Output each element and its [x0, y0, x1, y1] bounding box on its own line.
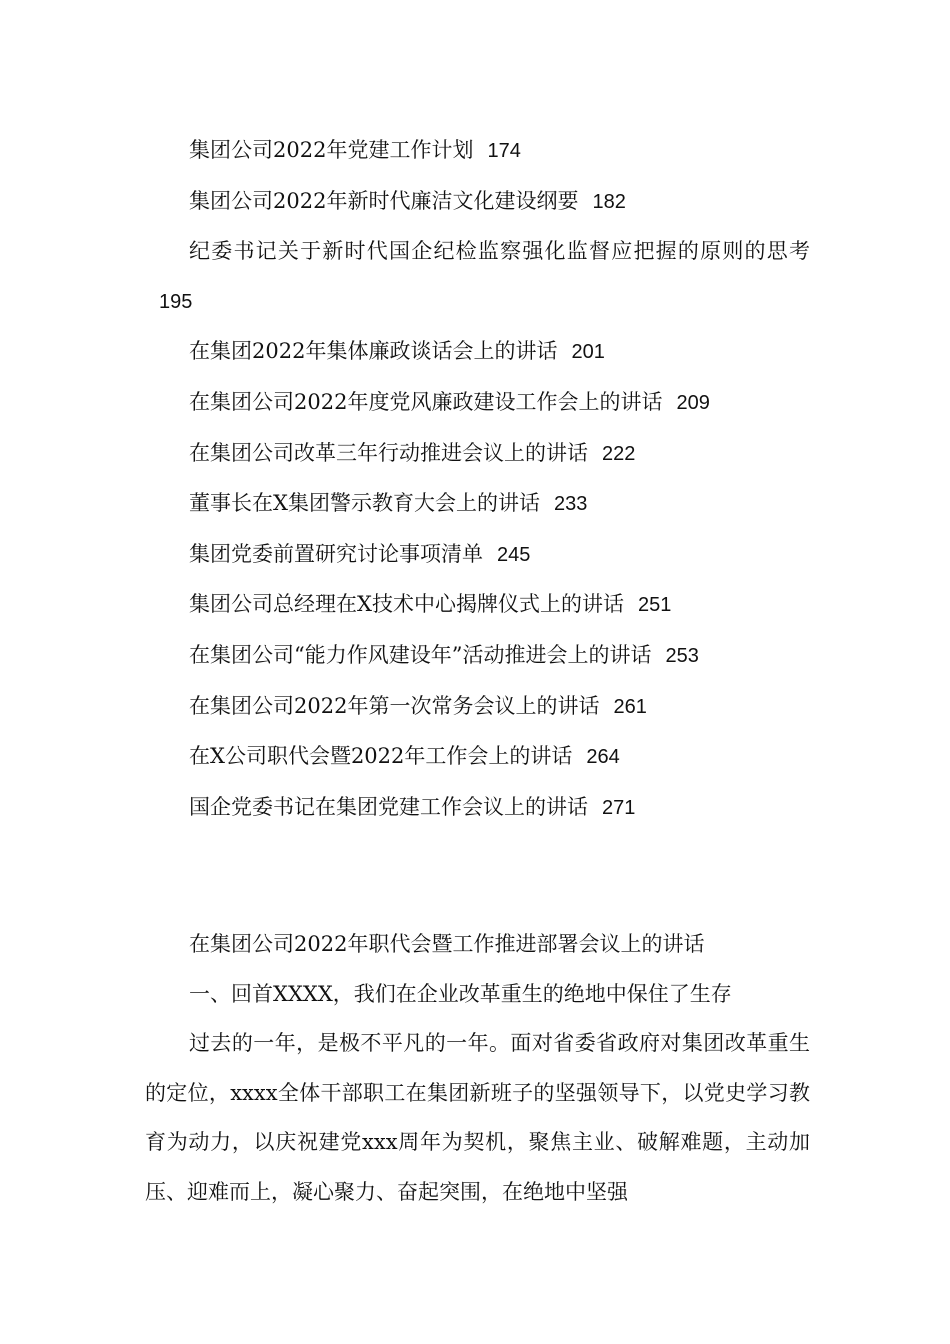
toc-entry-title: 在集团2022年集体廉政谈话会上的讲话	[189, 339, 558, 364]
toc-entry-page: 174	[487, 140, 521, 162]
toc-entry[interactable]	[145, 631, 810, 682]
toc-entry[interactable]	[145, 126, 810, 177]
toc-entry-page: 209	[676, 391, 710, 414]
toc-entry-page: 251	[637, 594, 672, 617]
article-body	[145, 920, 810, 1218]
toc-entry-page: 253	[665, 644, 699, 667]
toc-entry[interactable]	[145, 227, 810, 327]
toc-entry[interactable]	[145, 177, 810, 228]
toc-entry-title: 在X公司职代会暨2022年工作会上的讲话	[189, 744, 573, 769]
toc-entry-title: 集团党委前置研究讨论事项清单	[189, 541, 483, 566]
toc-entry-title: 集团公司2022年新时代廉洁文化建设纲要	[189, 188, 579, 213]
toc-entry-title: 集团公司总经理在X技术中心揭牌仪式上的讲话	[189, 592, 624, 617]
toc-entry-title: 在集团公司2022年第一次常务会议上的讲话	[189, 693, 600, 718]
toc-entry-title: 在集团公司2022年度党风廉政建设工作会上的讲话	[189, 389, 663, 414]
toc-entry-page: 182	[592, 190, 626, 213]
toc-entry[interactable]	[145, 580, 810, 631]
toc-entry-title: 纪委书记关于新时代国企纪检监察强化监督应把握的原则的思考	[189, 239, 810, 264]
toc-entry-title: 董事长在X集团警示教育大会上的讲话	[189, 491, 540, 516]
toc-entry-page: 222	[602, 442, 636, 465]
toc-entry-page: 233	[553, 493, 588, 516]
toc-entry[interactable]	[145, 429, 810, 480]
table-of-contents	[145, 126, 810, 833]
toc-entry-page: 195	[159, 290, 193, 313]
body-paragraph: 过去的一年，是极不平凡的一年。面对省委省政府对集团改革重生的定位，xxxx全体干部职工在集团新班子的坚强领导下，以党史学习教育为动力，以庆祝建党xxx周年为契机，聚焦主业、破解难题，主动加压、迎难而上，凝心聚力、奋起突围，在绝地中坚强	[145, 1031, 810, 1204]
toc-entry[interactable]	[145, 327, 810, 378]
toc-entry-page: 245	[497, 543, 531, 566]
toc-entry-page: 264	[586, 746, 620, 769]
section-heading: 一、回首XXXX，我们在企业改革重生的绝地中保住了生存	[189, 981, 732, 1006]
toc-entry-page: 201	[571, 341, 605, 364]
toc-entry-page: 261	[613, 695, 647, 718]
toc-entry-title: 集团公司2022年党建工作计划	[189, 138, 474, 162]
toc-entry-title: 国企党委书记在集团党建工作会议上的讲话	[189, 794, 588, 819]
toc-entry[interactable]	[145, 378, 810, 429]
toc-entry-title: 在集团公司改革三年行动推进会议上的讲话	[189, 440, 588, 465]
toc-entry[interactable]	[145, 479, 810, 530]
toc-entry-page: 271	[602, 796, 636, 819]
toc-entry[interactable]	[145, 732, 810, 783]
toc-entry-title: 在集团公司“能力作风建设年”活动推进会上的讲话	[189, 642, 652, 667]
toc-entry[interactable]	[145, 530, 810, 581]
toc-entry[interactable]	[145, 682, 810, 733]
article-title: 在集团公司2022年职代会暨工作推进部署会议上的讲话	[189, 932, 705, 956]
toc-entry[interactable]	[145, 783, 810, 834]
